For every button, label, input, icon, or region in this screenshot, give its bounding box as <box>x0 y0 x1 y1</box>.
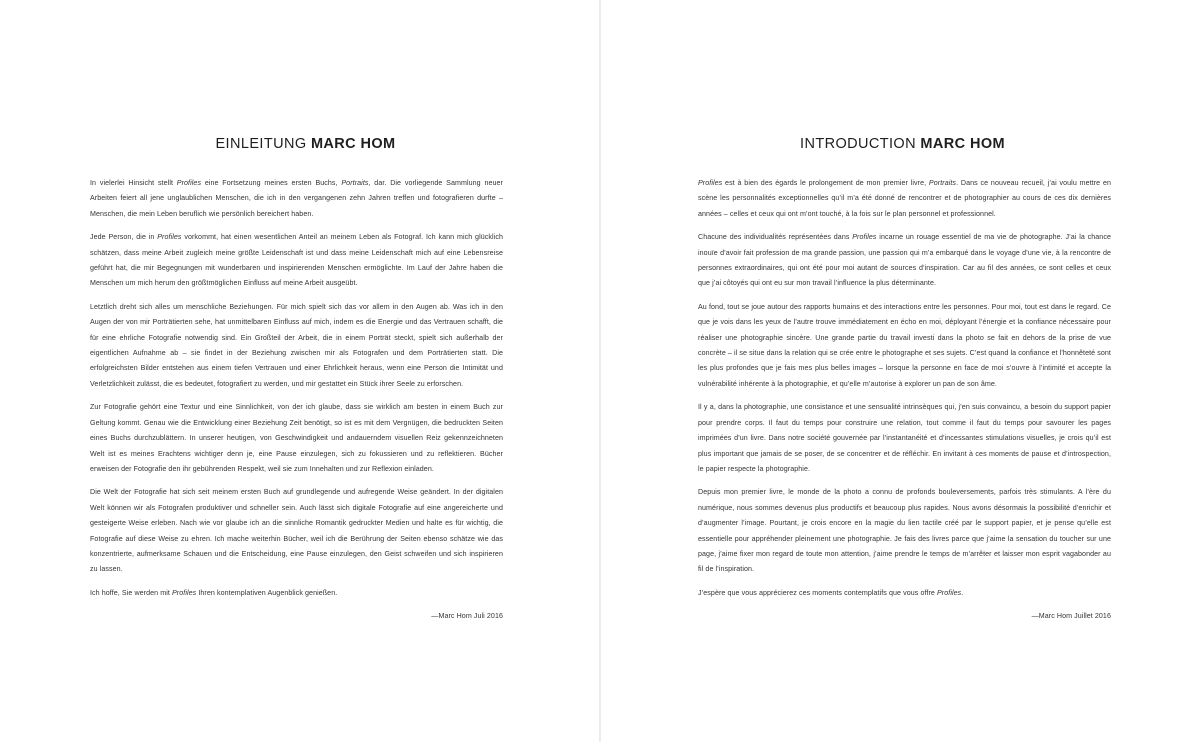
left-page-german <box>0 0 599 742</box>
page-title <box>0 136 599 152</box>
book-title-italic: Profiles <box>172 588 197 597</box>
book-title-italic: Profiles <box>176 179 202 187</box>
paragraph: Ich hoffe, Sie werden mit Profiles Ihren kontemplativen Augenblick genießen. <box>90 588 338 597</box>
paragraph: J’espère que vous apprécierez ces moments contemplatifs que vous offre Profiles. <box>698 588 964 597</box>
paragraph: Chacune des individualités représentées dans Profiles incarne un rouage essentiel de ma vie de photographe. J’ai la chance inouïe d’avoir fait profession de ma grande passion, une passion qui m’a embarqué dans le voyage d’une vie, à la rencontre de personnes extraordinaires, qui ont été pour moi autant de sources d’inspiration. Car au fil des années, ce sont celles et ceux que j’ai côtoyés qui ont eu sur mon travail l’influence la plus déterminante. <box>698 233 1111 288</box>
title-author-name: MARC HOM <box>920 136 1005 152</box>
paragraph: In vielerlei Hinsicht stellt Profiles eine Fortsetzung meines ersten Buchs, Portraits, dar. Die vorliegende Sammlung neuer Arbeiten feiert all jene unglaublichen Menschen, die ich in den vergangenen zehn Jahren treffen und fotografieren durfte – Menschen, die mein Leben beruflich wie persönlich bereichert haben. <box>90 179 503 218</box>
book-title-italic: Portraits <box>341 179 369 187</box>
paragraph: Letztlich dreht sich alles um menschliche Beziehungen. Für mich spielt sich das vor allem in den Augen ab. Was ich in den Augen der von mir Porträtierten sehe, hat unmittelbaren Einfluss auf mich, indem es die Energie und das Vertrauen schafft, die für eine ehrliche Fotografie notwendig sind. Ein Großteil der Arbeit, die in einem Porträt steckt, spielt sich außerhalb der eigentlichen Aufnahme ab – sie findet in der Beziehung zwischen mir als Fotografen und dem Porträtierten statt. Die erfolgreichsten Bilder entstehen aus einem tiefen Vertrauen und einer Ehrlichkeit heraus, wenn eine Person die Intimität und Verletzlichkeit zulässt, die es bedeutet, fotografiert zu werden, und mir gestattet ein Stück ihrer Seele zu erforschen. <box>90 302 503 388</box>
paragraph: Profiles est à bien des égards le prolongement de mon premier livre, Portraits. Dans ce nouveau recueil, j’ai voulu mettre en scène les personnalités exceptionnelles qu’il m’a été donné de rencontrer et de photographier au cours de ces dix dernières années – celles et ceux qui ont m’ont touché, à la fois sur le plan personnel et professionnel. <box>698 179 1112 218</box>
paragraph: Die Welt der Fotografie hat sich seit meinem ersten Buch auf grundlegende und aufregende Weise geändert. In der digitalen Welt können wir als Fotografen produktiver und schneller sein. Auch lässt sich digitale Fotografie auf eine angereicherte und gesteigerte Weise erleben. Nach wie vor glaube ich an die sinnliche Romantik gedruckter Medien und halte es für wichtig, die Fotografie auf diese Weise zu ehren. Ich mache weiterhin Bücher, weil ich die Berührung der Seiten ebenso schätze wie das konzentrierte, aufmerksame Schauen und die Entscheidung, eine Pause einzulegen, den Geist schweifen und sich inspirieren zu lassen. <box>90 488 503 574</box>
paragraph: Au fond, tout se joue autour des rapports humains et des interactions entre les personnes. Pour moi, tout est dans le regard. Ce que je vois dans les yeux de l’autre trouve immédiatement en écho en moi, déployant l’énergie et la confiance nécessaire pour réaliser une photographie sincère. Une grande partie du travail investi dans la photo se fait en dehors de la prise de vue concrète – il se situe dans la relation qui se crée entre le photographe et ses sujets. C’est quand la confiance et l’honnêteté sont les plus profondes que je fais mes plus belles images – lorsque la personne en face de moi s’ouvre à l’intimité et accepte la vulnérabilité inhérente à la photographie, et qu’elle m’autorise à explorer un pan de son âme. <box>698 302 1111 388</box>
book-title-italic: Profiles <box>936 588 962 597</box>
body-text <box>90 176 503 633</box>
title-prefix: INTRODUCTION <box>800 136 916 152</box>
paragraph: Il y a, dans la photographie, une consistance et une sensualité intrinsèques qui, j’en suis convaincu, a besoin du support papier pour prendre corps. Il faut du temps pour construire une relation, tout comme il faut du temps pour savourer les pages imprimées d’un livre. Dans notre société gouvernée par l’instantanéité et d’incessantes stimulations visuelles, je crois qu’il est plus important que jamais de se poser, de se concentrer et de réfléchir. En invitant à ces moments de pause et d’introspection, le papier respecte la photographie. <box>698 403 1111 473</box>
book-title-italic: Profiles <box>852 233 877 242</box>
book-title-italic: Profiles <box>698 179 723 187</box>
page-title <box>601 136 1200 152</box>
paragraph: Jede Person, die in Profiles vorkommt, hat einen wesentlichen Anteil an meinem Leben als Fotograf. Ich kann mich glücklich schätzen, dass meine Arbeit zugleich meine größte Leidenschaft ist und dass meine Leidenschaft mich auf eine Lebensreise geführt hat, die mir Begegnungen mit wunderbaren und inspirierenden Menschen ermöglichte. Im Lauf der Jahre haben die Menschen um mich herum den größtmöglichen Einfluss auf meine Arbeit ausgeübt. <box>90 233 503 288</box>
title-prefix: EINLEITUNG <box>215 136 307 152</box>
signature: —Marc Hom Juli 2016 <box>431 612 503 621</box>
signature: —Marc Hom Juillet 2016 <box>1031 612 1111 621</box>
title-author-name: MARC HOM <box>310 136 396 152</box>
book-title-italic: Portraits <box>928 179 957 187</box>
paragraph: Depuis mon premier livre, le monde de la photo a connu de profonds bouleversements, parfois très stimulants. A l’ère du numérique, nous sommes devenus plus productifs et beaucoup plus rapides. Nous avons désormais la possibilité d’enrichir et d’augmenter l’image. Pourtant, je crois encore en la magie du lien tactile créé par le support papier, et je pense qu’elle est essentielle pour appréhender pleinement une photographie. Je fais des livres parce que j’aime la sensation du toucher sur une page, j’aime fixer mon regard de toute mon attention, j’aime prendre le temps de m’arrêter et laisser mon esprit vagabonder au fil de l’inspiration. <box>698 488 1111 574</box>
book-title-italic: Profiles <box>157 233 182 242</box>
right-page-french <box>601 0 1200 742</box>
body-text <box>698 176 1111 633</box>
paragraph: Zur Fotografie gehört eine Textur und eine Sinnlichkeit, von der ich glaube, dass sie wirklich am besten in einem Buch zur Geltung kommt. Genau wie die Entwicklung einer Beziehung Zeit benötigt, so ist es mit dem Vergnügen, die bedruckten Seiten eines Buchs durchzublättern. In unserer heutigen, von Geschwindigkeit und andauerndem visuellen Reiz gekennzeichneten Welt ist es meines Erachtens wichtiger denn je, eine Pause einzulegen, sich zu fokussieren und zu reflektieren. Bücher erweisen der Fotografie den ihr gebührenden Respekt, weil sie zum Innehalten und zur Reflexion einladen. <box>90 403 503 473</box>
